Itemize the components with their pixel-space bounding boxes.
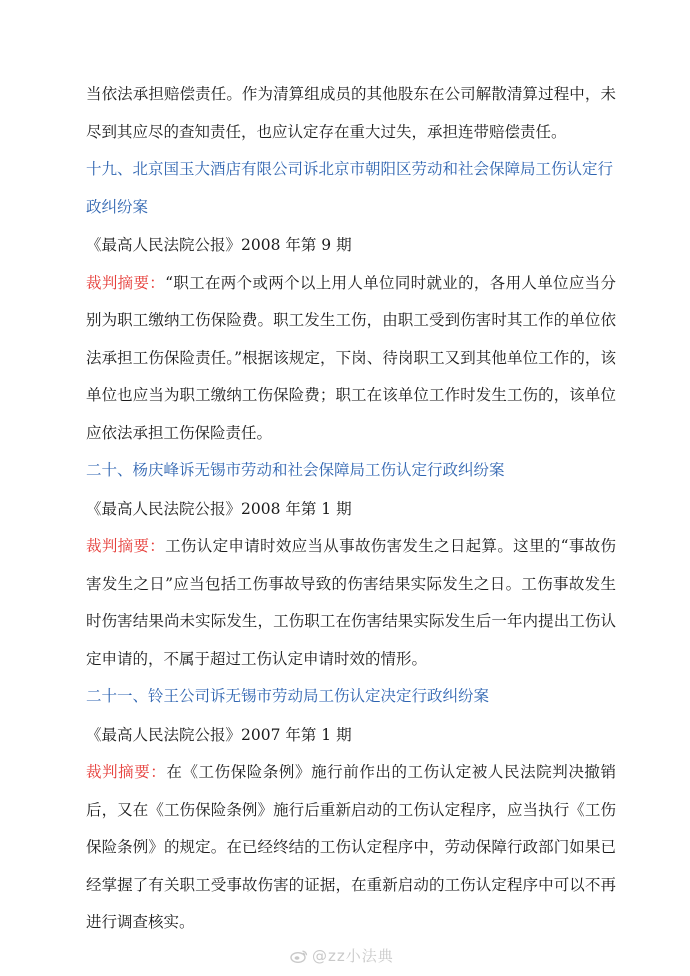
case-19-summary-text: “职工在两个或两个以上用人单位同时就业的，各用人单位应当分别为职工缴纳工伤保险费。职工发生工伤，由职工受到伤害时其工作的单位依法承担工伤保险责任。”根据该规定，下岗、待岗职工又到其他单位工作的，该单位也应当为职工缴纳工伤保险费；职工在该单位工作时发生工伤的，该单位应依法承担工伤保险责任。: [86, 273, 616, 442]
case-19-summary-label: 裁判摘要：: [86, 273, 166, 292]
document-page: [86, 76, 616, 942]
case-21-summary-label: 裁判摘要：: [86, 763, 167, 781]
intro-paragraph: 当依法承担赔偿责任。作为清算组成员的其他股东在公司解散清算过程中，未尽到其应尽的查知责任，也应认定存在重大过失，承担连带赔偿责任。: [86, 85, 616, 141]
case-21-source: 《最高人民法院公报》2007 年第 1 期: [86, 725, 352, 744]
case-19-summary-paragraph: [86, 265, 616, 453]
case-21-summary-text: 在《工伤保险条例》施行前作出的工伤认定被人民法院判决撤销后，又在《工伤保险条例》施行后重新启动的工伤认定程序，应当执行《工伤保险条例》的规定。在已经终结的工伤认定程序中，劳动保障行政部门如果已经掌握了有关职工受事故伤害的证据，在重新启动的工伤认定程序中可以不再进行调查核实。: [86, 763, 616, 931]
watermark: [290, 945, 394, 966]
case-20-source: 《最高人民法院公报》2008 年第 1 期: [86, 499, 352, 518]
case-20-summary-label: 裁判摘要：: [86, 537, 166, 555]
case-21-summary-paragraph: [86, 754, 616, 942]
weibo-icon: [290, 949, 308, 963]
case-19-source: 《最高人民法院公报》2008 年第 9 期: [86, 236, 352, 254]
case-21: [86, 678, 616, 942]
case-20-summary-text: 工伤认定申请时效应当从事故伤害发生之日起算。这里的“事故伤害发生之日”应当包括工伤事故导致的伤害结果实际发生之日。工伤事故发生时伤害结果尚未实际发生，工伤职工在伤害结果实际发生后一年内提出工伤认定申请的，不属于超过工伤认定申请时效的情形。: [86, 537, 616, 668]
case-19: [86, 151, 616, 452]
case-21-title: 二十一、铃王公司诉无锡市劳动局工伤认定决定行政纠纷案: [86, 687, 490, 705]
case-20-summary-paragraph: [86, 528, 616, 678]
case-20: [86, 452, 616, 678]
case-19-title: 十九、北京国玉大酒店有限公司诉北京市朝阳区劳动和社会保障局工伤认定行政纠纷案: [86, 160, 614, 216]
case-20-title: 二十、杨庆峰诉无锡市劳动和社会保障局工伤认定行政纠纷案: [86, 461, 505, 479]
watermark-text: @zz小法典: [312, 947, 394, 965]
